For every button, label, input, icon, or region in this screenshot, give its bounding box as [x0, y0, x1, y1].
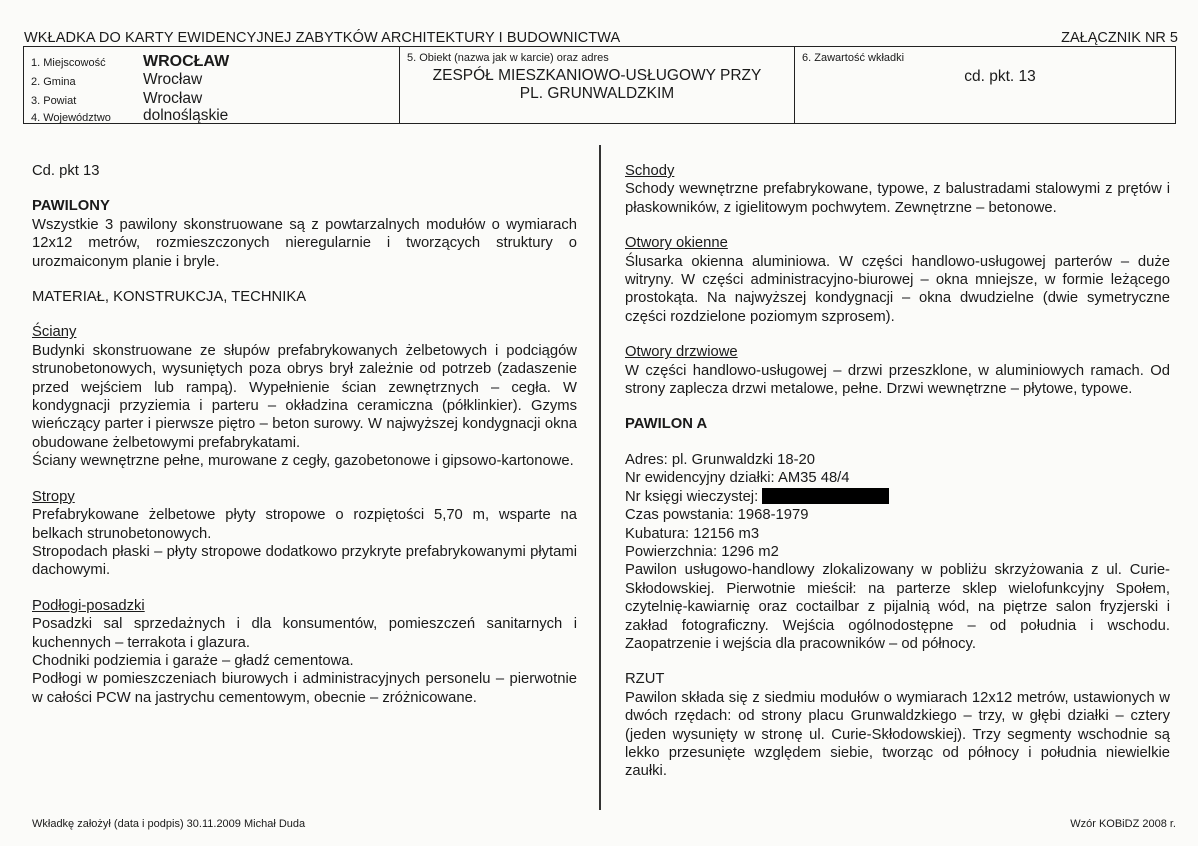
footer-author: Wkładkę założył (data i podpis) 30.11.2009 Michał Duda: [32, 818, 306, 830]
location-label: 1. Miejscowość: [31, 57, 106, 69]
location-value: WROCŁAW: [143, 53, 230, 70]
object-cell: [400, 47, 795, 123]
location-value: Wrocław: [143, 71, 203, 88]
subheading: Stropy: [32, 488, 75, 505]
construction-period: Czas powstania: 1968-1979: [625, 507, 809, 524]
object-name-line: ZESPÓŁ MIESZKANIOWO-USŁUGOWY PRZY: [432, 67, 762, 84]
subheading: Podłogi-posadzki: [32, 597, 145, 614]
annex-label: ZAŁĄCZNIK NR 5: [1061, 30, 1178, 46]
object-name-line: PL. GRUNWALDZKIM: [519, 85, 675, 102]
location-label: 3. Powiat: [31, 95, 77, 107]
location-value: Wrocław: [143, 90, 203, 107]
paragraph: Schody wewnętrzne prefabrykowane, typowe, z balustradami stalowymi z prętów i płaskowników, z igielitowym pochwytem. Zewnętrzne – betonowe.: [625, 181, 1170, 216]
paragraph: Stropodach płaski – płyty stropowe dodatkowo przykryte prefabrykowanymi płytami dachowymi.: [32, 543, 577, 579]
subheading: Otwory drzwiowe: [625, 344, 738, 361]
paragraph: Ślusarka okienna aluminiowa. W części handlowo-usługowej parterów – duże witryny. W części administracyjno-biurowej – okna mniejsze, w formie leżącego prostokąta. Na najwyższej kondygnacji – okna dwudzielne (dwie symetryczne części rozdzielone poziomym szprosem).: [625, 253, 1170, 325]
location-label: 2. Gmina: [31, 76, 76, 88]
section-title: PAWILON A: [625, 416, 708, 433]
contents-value: cd. pkt. 13: [964, 68, 1036, 85]
area: Powierzchnia: 1296 m2: [625, 543, 779, 560]
section-title: PAWILONY: [32, 198, 110, 215]
column-divider: [599, 145, 601, 810]
paragraph: Pawilon składa się z siedmiu modułów o wymiarach 12x12 metrów, ustawionych w dwóch rzędach: od strony placu Grunwaldzkiego – trzy, w głębi działki – cztery (jeden wysunięty w stronę ul. Curie-Skłodowskiej). Trzy segmenty wschodnie są lekko przesunięte względem siebie, tworząc od północy i południa niewielkie zaułki.: [625, 689, 1170, 780]
continuation-label: Cd. pkt 13: [32, 163, 100, 179]
paragraph: Ściany wewnętrzne pełne, murowane z cegły, gazobetonowe i gipsowo-kartonowe.: [32, 453, 574, 470]
footer-template: Wzór KOBiDZ 2008 r.: [1070, 818, 1176, 830]
volume: Kubatura: 12156 m3: [625, 525, 760, 542]
land-register-line: [625, 488, 1170, 506]
object-name: [400, 67, 794, 103]
location-cell: [24, 47, 400, 123]
subheading: Otwory okienne: [625, 235, 728, 252]
paragraph: W części handlowo-usługowej – drzwi przeszklone, w aluminiowych ramach. Od strony zaplecza drzwi metalowe, pełne. Drzwi wewnętrzne – płytowe, typowe.: [625, 362, 1170, 398]
header-table: [23, 46, 1176, 124]
parcel-number: Nr ewidencyjny działki: AM35 48/4: [625, 470, 850, 487]
land-register-label: Nr księgi wieczystej:: [625, 488, 759, 505]
section-title: RZUT: [625, 671, 665, 688]
paragraph: Posadzki sal sprzedażnych i dla konsumentów, pomieszczeń sanitarnych i kuchennych – terrakota i glazura.: [32, 616, 577, 651]
paragraph: Wszystkie 3 pawilony skonstruowane są z powtarzalnych modułów o wymiarach 12x12 metrów, rozmieszczonych nieregularnie i tworzących struktury o urozmaiconym planie i bryle.: [32, 216, 577, 270]
redaction-bar: [762, 488, 889, 504]
left-column: [32, 162, 577, 707]
paragraph: Budynki skonstruowane ze słupów prefabrykowanych żelbetowych i podciągów strunobetonowych, wysuniętych poza obrys brył zależnie od potrzeb (zadaszenie przed wejściem lub rampą). Wypełnienie ścian zewnętrznych – cegła. W kondygnacji przyziemia i parteru – okładzina ceramiczna (półklinkier). Gzyms wieńczący parter i pierwsze piętro – beton surowy. W najwyższej kondygnacji okna obudowane żelbetowymi prefabrykatami.: [32, 342, 577, 451]
paragraph: Prefabrykowane żelbetowe płyty stropowe o rozpiętości 5,70 m, wsparte na belkach strunobetonowych.: [32, 507, 577, 542]
subheading: Schody: [625, 163, 675, 179]
section-title: MATERIAŁ, KONSTRUKCJA, TECHNIKA: [32, 289, 307, 306]
location-label: 4. Województwo: [31, 112, 111, 124]
document-title: WKŁADKA DO KARTY EWIDENCYJNEJ ZABYTKÓW ARCHITEKTURY I BUDOWNICTWA: [24, 30, 621, 46]
paragraph: Chodniki podziemia i garaże – gładź cementowa.: [32, 652, 354, 669]
right-column: [625, 162, 1170, 781]
paragraph: Podłogi w pomieszczeniach biurowych i administracyjnych personelu – pierwotnie w całości PCW na jastrychu cementowym, obecnie – zróżnicowane.: [32, 671, 577, 706]
paragraph: Pawilon usługowo-handlowy zlokalizowany w pobliżu skrzyżowania z ul. Curie-Skłodowskiej. Pierwotnie mieścił: na parterze sklep wielofunkcyjny Społem, czytelnię-kawiarnię oraz coctailbar z pijalnią wód, na piętrze salon fryzjerski i zakład fotograficzny. Wejścia ogólnodostępne – od południa i wschodu. Zaopatrzenie i wejścia dla pracowników – od północy.: [625, 562, 1170, 652]
address-line: Adres: pl. Grunwaldzki 18-20: [625, 451, 815, 468]
contents-cell: [795, 47, 1175, 123]
location-value: dolnośląskie: [143, 107, 229, 124]
object-label: 5. Obiekt (nazwa jak w karcie) oraz adres: [407, 52, 609, 64]
contents-label: 6. Zawartość wkładki: [802, 52, 905, 64]
subheading: Ściany: [32, 324, 77, 341]
